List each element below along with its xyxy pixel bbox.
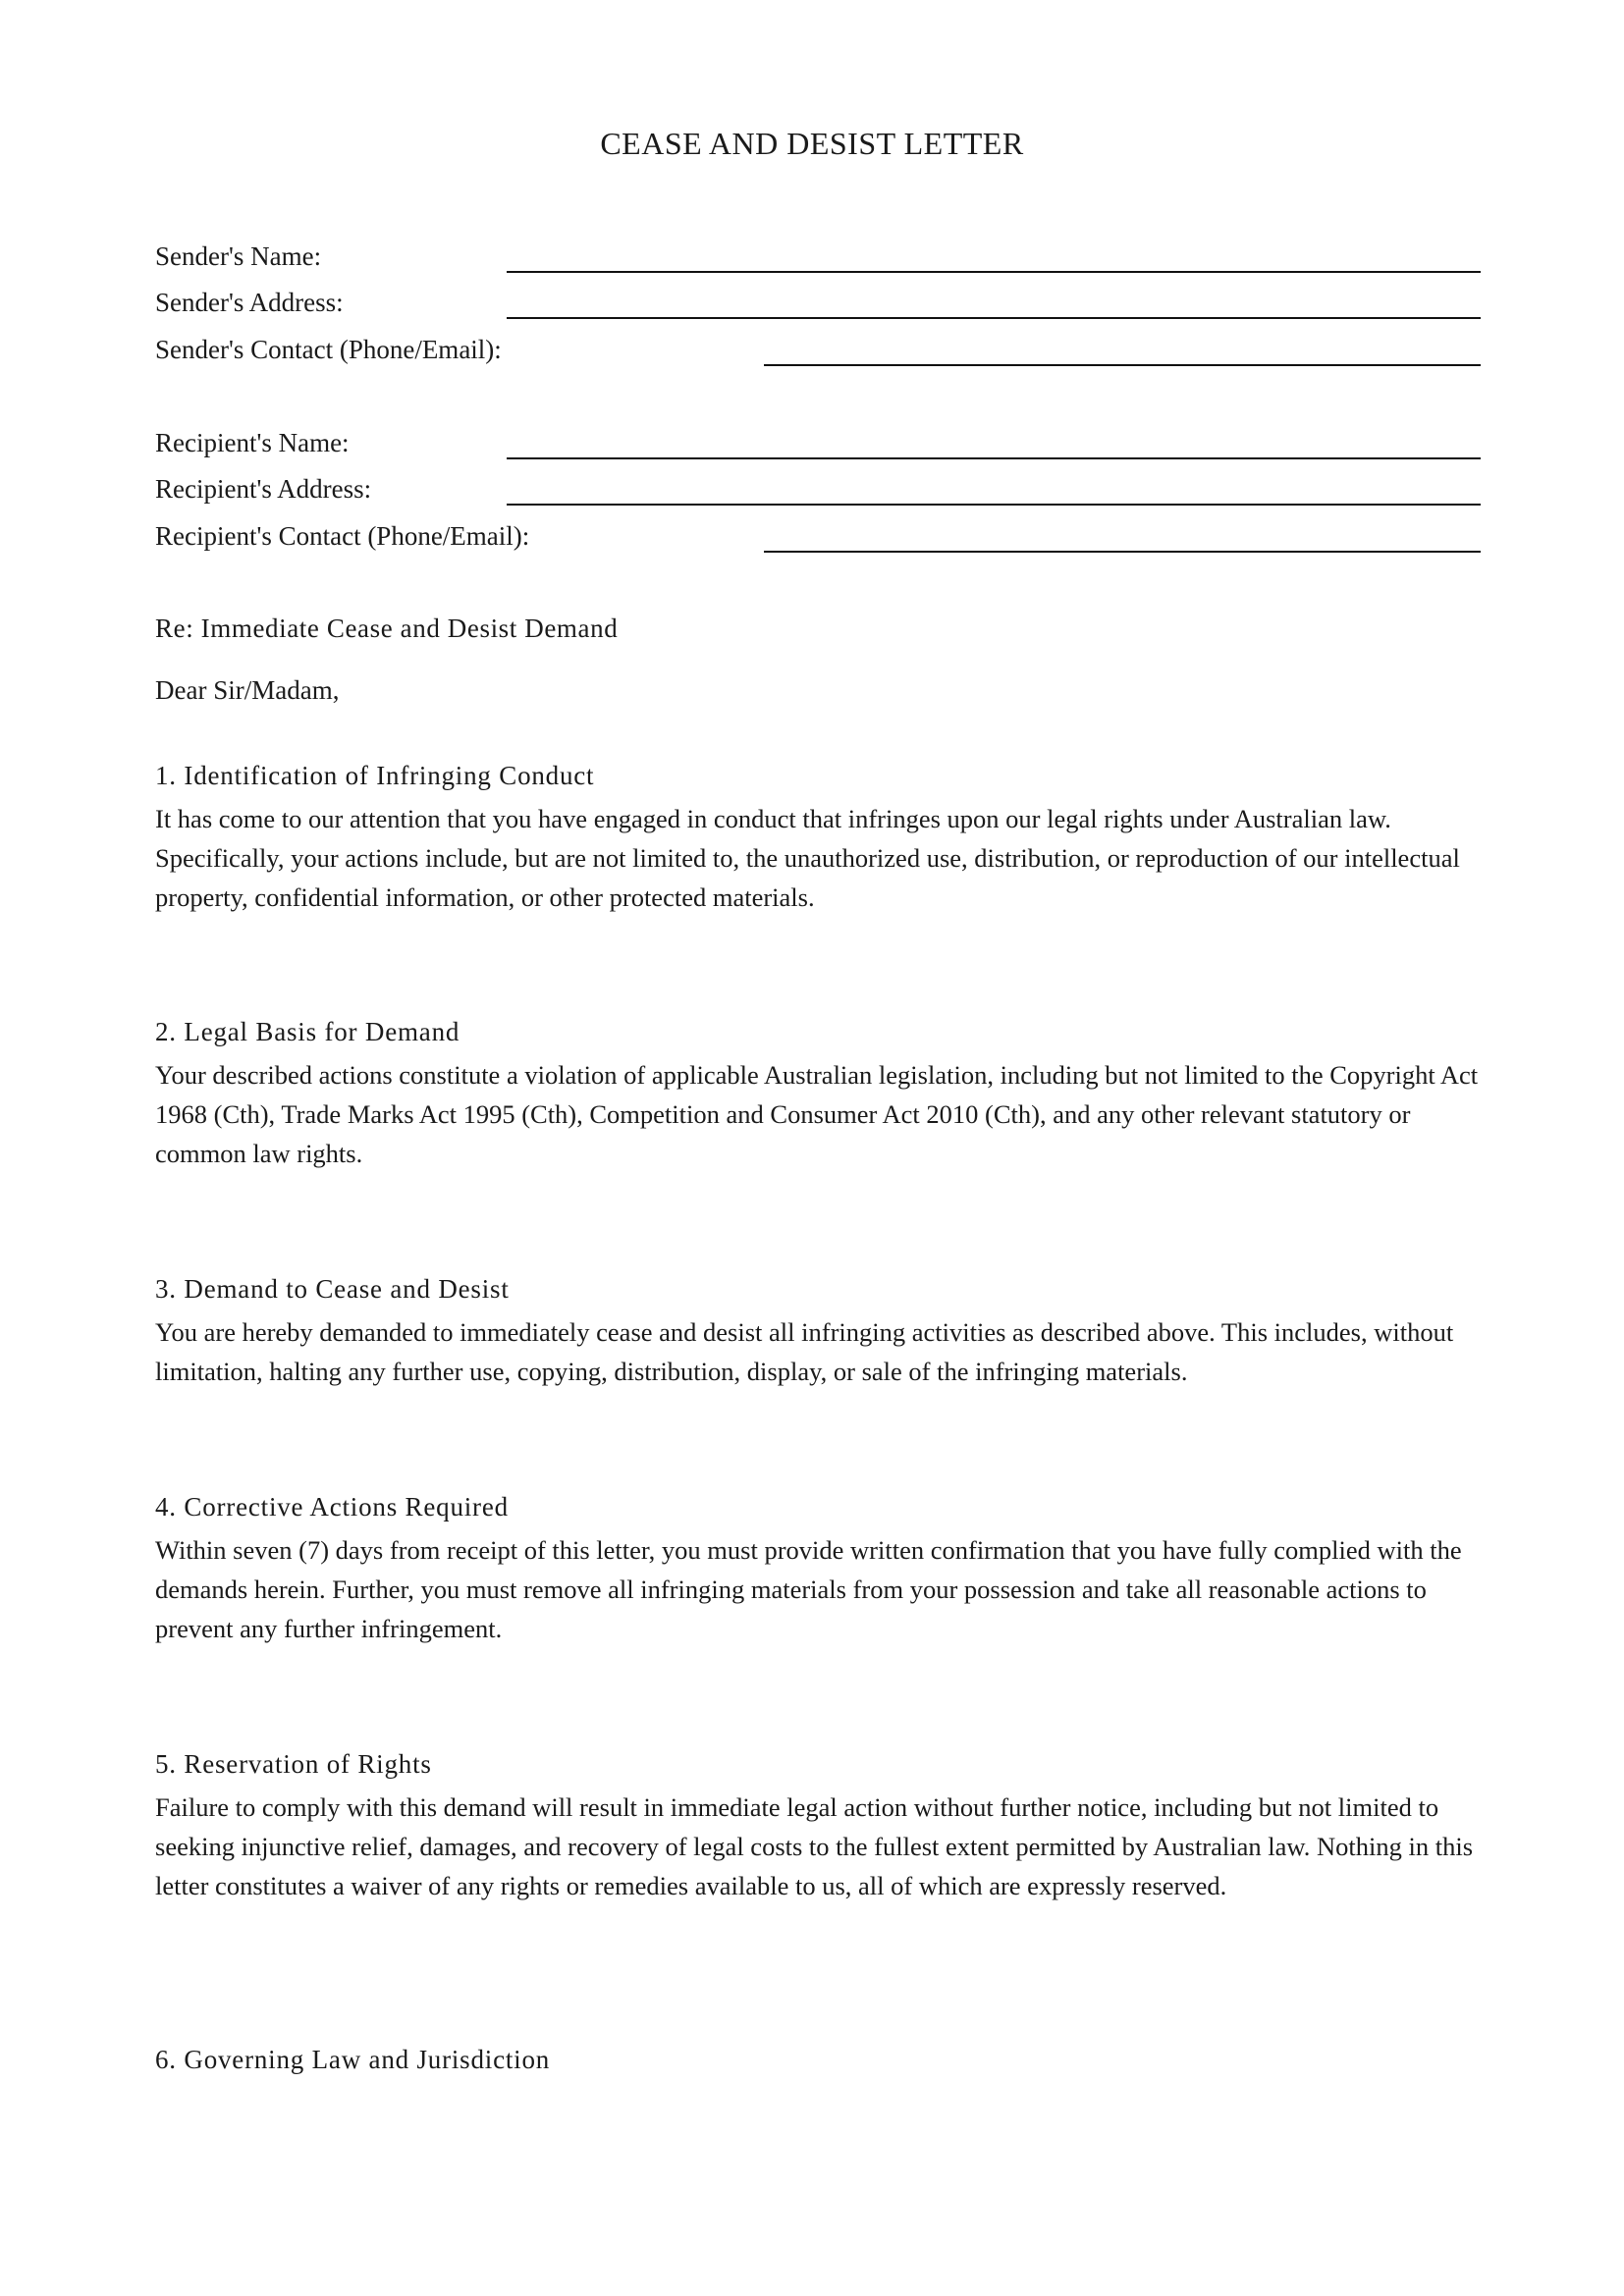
recipient-contact-label: Recipient's Contact (Phone/Email): xyxy=(155,521,530,551)
sender-name-field xyxy=(155,239,1481,278)
section-identification xyxy=(155,758,1490,917)
sender-contact-field xyxy=(155,332,1481,371)
document-title: CEASE AND DESIST LETTER xyxy=(600,126,1024,161)
section-heading: 3. Demand to Cease and Desist xyxy=(155,1274,510,1304)
recipient-name-field xyxy=(155,425,1481,464)
sender-address-label: Sender's Address: xyxy=(155,288,344,317)
subject-line: Re: Immediate Cease and Desist Demand xyxy=(155,614,619,643)
recipient-address-label: Recipient's Address: xyxy=(155,474,372,504)
recipient-address-blank[interactable] xyxy=(507,504,1481,506)
sender-contact-label: Sender's Contact (Phone/Email): xyxy=(155,335,502,364)
section-reservation-of-rights xyxy=(155,1746,1490,1905)
sender-contact-blank[interactable] xyxy=(764,364,1481,366)
sender-name-label: Sender's Name: xyxy=(155,241,322,271)
recipient-contact-field xyxy=(155,518,1481,558)
sender-address-field xyxy=(155,285,1481,324)
salutation: Dear Sir/Madam, xyxy=(155,675,340,705)
sender-name-blank[interactable] xyxy=(507,271,1481,273)
section-heading: 2. Legal Basis for Demand xyxy=(155,1017,460,1046)
section-heading: 5. Reservation of Rights xyxy=(155,1749,432,1779)
section-heading: 1. Identification of Infringing Conduct xyxy=(155,761,595,790)
section-corrective-actions xyxy=(155,1489,1490,1648)
section-heading: 6. Governing Law and Jurisdiction xyxy=(155,2045,551,2074)
section-demand xyxy=(155,1271,1490,1391)
section-heading: 4. Corrective Actions Required xyxy=(155,1492,509,1522)
recipient-name-blank[interactable] xyxy=(507,457,1481,459)
section-body: Within seven (7) days from receipt of this letter, you must provide written confirmation that you have fully complied with the demands herein. Further, you must remove all infringing materials from your possession and take all reasonable actions to prevent any further infringement. xyxy=(155,1535,1462,1643)
section-body: You are hereby demanded to immediately cease and desist all infringing activities as described above. This includes, without limitation, halting any further use, copying, distribution, display, or sale of the infringing materials. xyxy=(155,1317,1454,1386)
recipient-contact-blank[interactable] xyxy=(764,551,1481,553)
section-body: It has come to our attention that you have engaged in conduct that infringes upon our legal rights under Australian law. Specifically, your actions include, but are not limited to, the unauthorized use, distribution, or reproduction of our intellectual property, confidential information, or other protected materials. xyxy=(155,804,1460,912)
section-governing-law xyxy=(155,2042,1490,2083)
recipient-name-label: Recipient's Name: xyxy=(155,428,350,457)
section-legal-basis xyxy=(155,1014,1490,1173)
section-body: Failure to comply with this demand will result in immediate legal action without further notice, including but not limited to seeking injunctive relief, damages, and recovery of legal costs to the fullest extent permitted by Australian law. Nothing in this letter constitutes a waiver of any rights or remedies available to us, all of which are expressly reserved. xyxy=(155,1792,1474,1900)
recipient-address-field xyxy=(155,471,1481,510)
sender-address-blank[interactable] xyxy=(507,317,1481,319)
section-body: Your described actions constitute a violation of applicable Australian legislation, including but not limited to the Copyright Act 1968 (Cth), Trade Marks Act 1995 (Cth), Competition and Consumer Act 2010 (Cth), and any other relevant statutory or common law rights. xyxy=(155,1060,1479,1168)
